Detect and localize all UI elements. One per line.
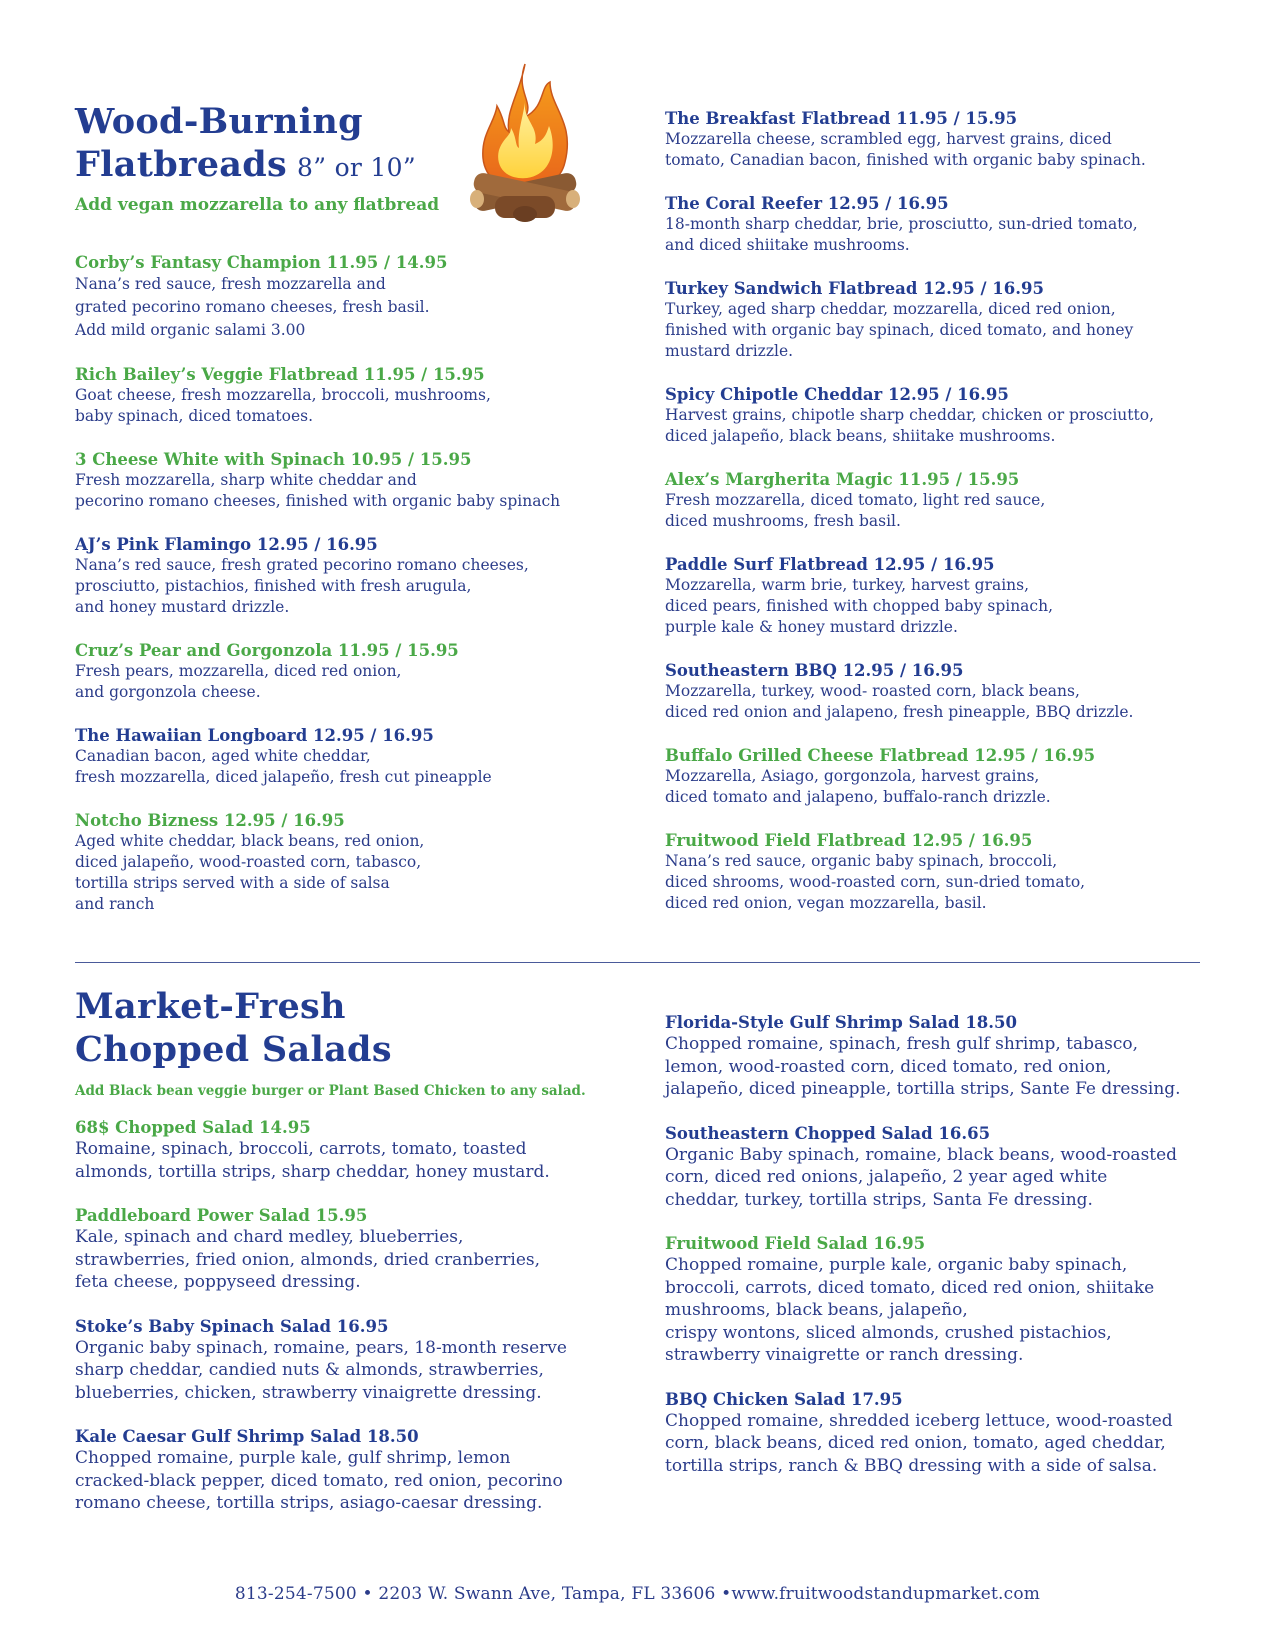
menu-item (75, 364, 615, 427)
menu-item-name: Corby’s Fantasy Champion 11.95 / 14.95 (75, 253, 448, 272)
salads-left-column (75, 1117, 635, 1537)
salads-title-line1: Market-Fresh (75, 986, 346, 1027)
menu-item-description: Nana’s red sauce, fresh grated pecorino romano cheeses, prosciutto, pistachios, finished with fresh arugula, and honey mustard drizzle. (75, 556, 529, 616)
menu-item-description: 18-month sharp cheddar, brie, prosciutto, sun-dried tomato, and diced shiitake mushrooms. (665, 215, 1138, 254)
menu-item (75, 449, 615, 512)
menu-item-name: Florida-Style Gulf Shrimp Salad 18.50 (665, 1013, 1017, 1032)
menu-item (665, 193, 1225, 256)
menu-item-description: Chopped romaine, spinach, fresh gulf shrimp, tabasco, lemon, wood-roasted corn, diced tomato, red onion, jalapeño, diced pineapple, tortilla strips, Sante Fe dressing. (665, 1034, 1181, 1099)
menu-item (75, 1316, 635, 1405)
menu-item-name: Rich Bailey’s Veggie Flatbread 11.95 / 15.95 (75, 365, 485, 384)
menu-item-description: Nana’s red sauce, organic baby spinach, broccoli, diced shrooms, wood-roasted corn, sun-dried tomato, diced red onion, vegan mozzarella, basil. (665, 852, 1086, 912)
menu-item-description: Canadian bacon, aged white cheddar, fresh mozzarella, diced jalapeño, fresh cut pineapple (75, 747, 492, 786)
menu-item (665, 1012, 1235, 1101)
menu-item-description: Chopped romaine, purple kale, gulf shrimp, lemon cracked-black pepper, diced tomato, red onion, pecorino romano cheese, tortilla strips, asiago-caesar dressing. (75, 1448, 563, 1513)
section-divider (75, 962, 1200, 963)
menu-item-description: Harvest grains, chipotle sharp cheddar, chicken or prosciutto, diced jalapeño, black beans, shiitake mushrooms. (665, 406, 1155, 445)
menu-item-name: Notcho Bizness 12.95 / 16.95 (75, 811, 345, 830)
menu-item (665, 830, 1225, 914)
menu-item-description: Turkey, aged sharp cheddar, mozzarella, diced red onion, finished with organic bay spinach, diced tomato, and honey mustard drizzle. (665, 300, 1134, 360)
menu-item (75, 640, 615, 703)
menu-item-name: Cruz’s Pear and Gorgonzola 11.95 / 15.95 (75, 641, 459, 660)
menu-item (75, 534, 615, 618)
menu-item (665, 1389, 1235, 1478)
salads-add-note: Add Black bean veggie burger or Plant Based Chicken to any salad. (75, 1083, 586, 1099)
menu-item-name: AJ’s Pink Flamingo 12.95 / 16.95 (75, 535, 378, 554)
flatbreads-title (75, 100, 475, 189)
menu-item (75, 252, 615, 342)
menu-item-name: The Coral Reefer 12.95 / 16.95 (665, 194, 949, 213)
menu-item-name: Southeastern Chopped Salad 16.65 (665, 1123, 991, 1143)
menu-item-description: Mozzarella, Asiago, gorgonzola, harvest grains, diced tomato and jalapeno, buffalo-ranch drizzle. (665, 767, 1051, 806)
salads-title-line2: Chopped Salads (75, 1029, 392, 1070)
menu-item-description: Aged white cheddar, black beans, red onion, diced jalapeño, wood-roasted corn, tabasco, tortilla strips served with a side of salsa and ranch (75, 832, 425, 913)
flatbreads-title-line1: Wood-Burning (75, 101, 363, 142)
flatbreads-size: 8” or 10” (297, 153, 416, 182)
menu-item (665, 1123, 1235, 1212)
menu-item-name: 3 Cheese White with Spinach 10.95 / 15.95 (75, 450, 472, 469)
flatbreads-left-column (75, 252, 615, 937)
menu-item-description: Fresh pears, mozzarella, diced red onion, and gorgonzola cheese. (75, 662, 402, 701)
menu-item-description: Fresh mozzarella, diced tomato, light red sauce, diced mushrooms, fresh basil. (665, 491, 1046, 530)
menu-item-description: Fresh mozzarella, sharp white cheddar and pecorino romano cheeses, finished with organic baby spinach (75, 471, 561, 510)
menu-item-description: Nana’s red sauce, fresh mozzarella and grated pecorino romano cheeses, fresh basil. Add mild organic salami 3.00 (75, 275, 430, 339)
menu-item-name: Paddle Surf Flatbread 12.95 / 16.95 (665, 555, 995, 574)
menu-item (75, 810, 615, 915)
salads-header (75, 985, 635, 1099)
menu-item-name: Southeastern BBQ 12.95 / 16.95 (665, 661, 964, 680)
menu-item-name: Fruitwood Field Salad 16.95 (665, 1234, 926, 1253)
menu-item-name: Stoke’s Baby Spinach Salad 16.95 (75, 1316, 389, 1336)
menu-item-name: Kale Caesar Gulf Shrimp Salad 18.50 (75, 1427, 419, 1446)
menu-item-description: Goat cheese, fresh mozzarella, broccoli, mushrooms, baby spinach, diced tomatoes. (75, 386, 491, 425)
menu-item-name: Spicy Chipotle Cheddar 12.95 / 16.95 (665, 385, 1009, 404)
menu-item-name: Fruitwood Field Flatbread 12.95 / 16.95 (665, 831, 1033, 850)
menu-item (75, 1426, 635, 1515)
menu-item (665, 384, 1225, 447)
salads-right-column (665, 1012, 1235, 1499)
menu-item-description: Mozzarella, warm brie, turkey, harvest grains, diced pears, finished with chopped baby spinach, purple kale & honey mustard drizzle. (665, 576, 1054, 636)
menu-item (75, 725, 615, 788)
menu-item-description: Mozzarella, turkey, wood- roasted corn, black beans, diced red onion and jalapeno, fresh pineapple, BBQ drizzle. (665, 682, 1134, 721)
flatbreads-header (75, 100, 475, 215)
menu-item (665, 660, 1225, 723)
menu-item (665, 745, 1225, 808)
salads-title (75, 985, 635, 1071)
menu-item (665, 278, 1225, 362)
menu-item-description: Mozzarella cheese, scrambled egg, harvest grains, diced tomato, Canadian bacon, finished with organic baby spinach. (665, 130, 1146, 169)
menu-item-name: BBQ Chicken Salad 17.95 (665, 1389, 903, 1409)
menu-item-name: Turkey Sandwich Flatbread 12.95 / 16.95 (665, 279, 1044, 298)
flatbreads-vegan-note: Add vegan mozzarella to any flatbread (75, 195, 440, 215)
menu-item-name: The Hawaiian Longboard 12.95 / 16.95 (75, 726, 434, 745)
menu-item-description: Chopped romaine, purple kale, organic baby spinach, broccoli, carrots, diced tomato, diced red onion, shiitake mushrooms, black beans, jalapeño, crispy wontons, sliced almonds, crushed pistachios, strawberry vinaigrette or ranch dressing. (665, 1255, 1155, 1365)
flatbreads-title-line2: Flatbreads (75, 144, 288, 185)
menu-item-name: The Breakfast Flatbread 11.95 / 15.95 (665, 109, 1018, 128)
menu-item (75, 1205, 635, 1294)
menu-item (665, 1233, 1235, 1367)
menu-item (665, 554, 1225, 638)
menu-item-description: Organic baby spinach, romaine, pears, 18-month reserve sharp cheddar, candied nuts & almonds, strawberries, blueberries, chicken, strawberry vinaigrette dressing. (75, 1337, 567, 1403)
flatbreads-right-column (665, 108, 1225, 936)
menu-item-name: Buffalo Grilled Cheese Flatbread 12.95 / 16.95 (665, 746, 1096, 765)
footer-contact: 813-254-7500 • 2203 W. Swann Ave, Tampa, FL 33606 •www.fruitwoodstandupmarket.com (234, 1584, 1041, 1604)
menu-item-description: Romaine, spinach, broccoli, carrots, tomato, toasted almonds, tortilla strips, sharp cheddar, honey mustard. (75, 1139, 550, 1182)
menu-item (75, 1117, 635, 1183)
menu-item-name: Alex’s Margherita Magic 11.95 / 15.95 (665, 470, 1020, 489)
menu-item-description: Kale, spinach and chard medley, blueberries, strawberries, fried onion, almonds, dried cranberries, feta cheese, poppyseed dressing. (75, 1227, 541, 1292)
menu-item-description: Chopped romaine, shredded iceberg lettuce, wood-roasted corn, black beans, diced red onion, tomato, aged cheddar, tortilla strips, ranch & BBQ dressing with a side of salsa. (665, 1410, 1173, 1476)
menu-item-description: Organic Baby spinach, romaine, black beans, wood-roasted corn, diced red onions, jalapeño, 2 year aged white cheddar, turkey, tortilla strips, Santa Fe dressing. (665, 1144, 1178, 1210)
campfire-icon (465, 62, 585, 232)
menu-item (665, 469, 1225, 532)
menu-item-name: Paddleboard Power Salad 15.95 (75, 1206, 368, 1225)
menu-item (665, 108, 1225, 171)
menu-item-name: 68$ Chopped Salad 14.95 (75, 1118, 311, 1137)
